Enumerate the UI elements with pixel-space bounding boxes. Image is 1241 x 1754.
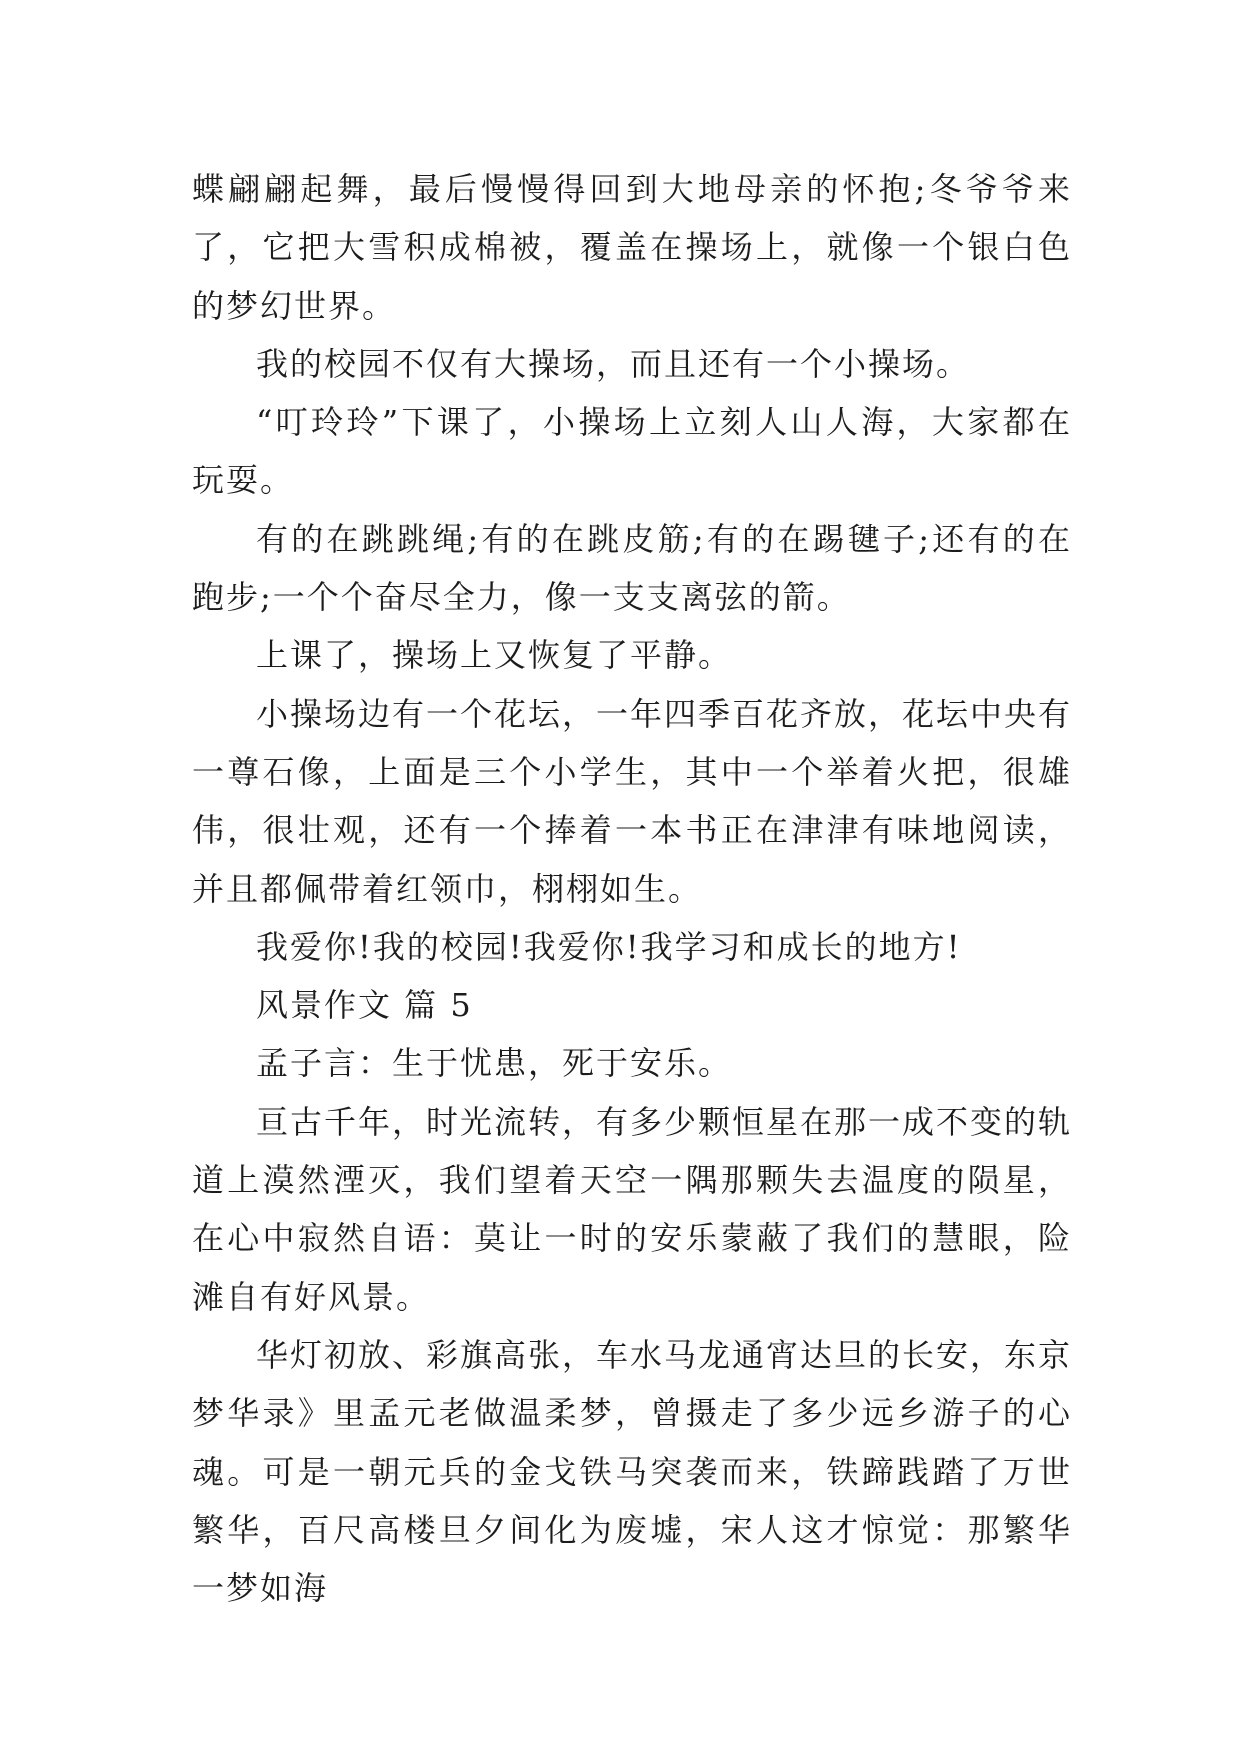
document-body	[192, 160, 1072, 1617]
paragraph-love-campus: 我爱你!我的校园!我爱你!我学习和成长的地方!	[256, 927, 962, 966]
section-heading: 风景作文 篇 5	[256, 986, 473, 1025]
paragraph-class-resumes: 上课了，操场上又恢复了平静。	[256, 636, 733, 675]
paragraph-stars: 亘古千年，时光流转，有多少颗恒星在那一成不变的轨道上漠然湮灭，我们望着天空一隅那颗失去温度的陨星，在心中寂然自语：莫让一时的安乐蒙蔽了我们的慧眼，险滩自有好风景。	[192, 1102, 1073, 1316]
paragraph-mencius-quote: 孟子言：生于忧患，死于安乐。	[256, 1044, 733, 1083]
paragraph-activities: 有的在跳跳绳;有的在跳皮筋;有的在踢毽子;还有的在跑步;一个个奋尽全力，像一支支离弦的箭。	[192, 519, 1072, 617]
paragraph-changan: 华灯初放、彩旗高张，车水马龙通宵达旦的长安，东京梦华录》里孟元老做温柔梦，曾摄走了多少远乡游子的心魂。可是一朝元兵的金戈铁马突袭而来，铁蹄践踏了万世繁华，百尺高楼旦夕间化为废墟，宋人这才惊觉：那繁华一梦如海	[192, 1335, 1073, 1608]
paragraph-continuation: 蝶翩翩起舞，最后慢慢得回到大地母亲的怀抱;冬爷爷来了，它把大雪积成棉被，覆盖在操场上，就像一个银白色的梦幻世界。	[192, 170, 1072, 325]
paragraph-break-time: “叮玲玲”下课了，小操场上立刻人山人海，大家都在玩耍。	[192, 403, 1072, 500]
paragraph-flower-bed: 小操场边有一个花坛，一年四季百花齐放，花坛中央有一尊石像，上面是三个小学生，其中一个举着火把，很雄伟，很壮观，还有一个捧着一本书正在津津有味地阅读，并且都佩带着红领巾，栩栩如生。	[192, 694, 1073, 908]
paragraph-playground-intro: 我的校园不仅有大操场，而且还有一个小操场。	[256, 344, 971, 383]
